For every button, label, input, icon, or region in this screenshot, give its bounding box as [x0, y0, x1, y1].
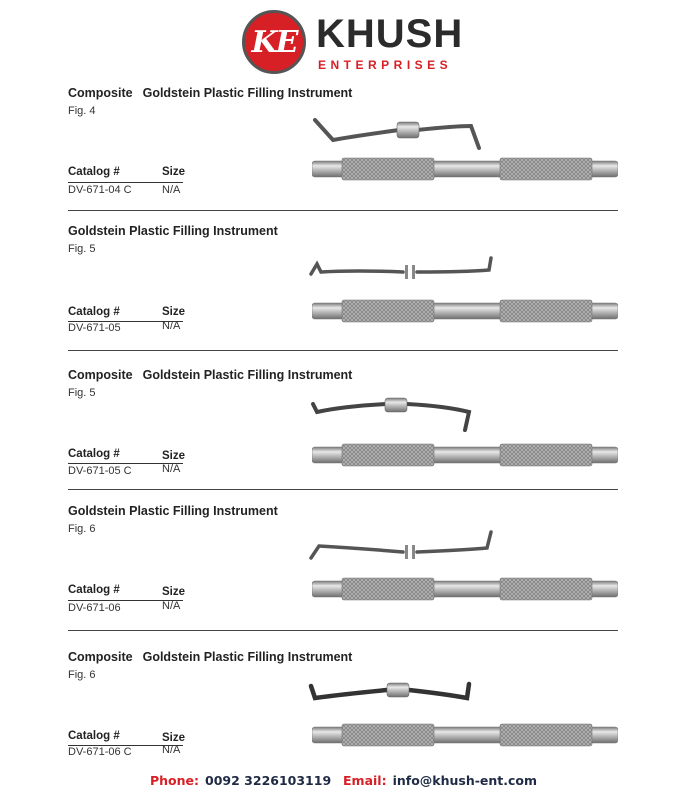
- brand-tagline: ENTERPRISES: [318, 58, 453, 72]
- size-label: Size: [162, 732, 186, 744]
- size-value: N/A: [162, 600, 181, 612]
- instrument-tip-image: [305, 252, 500, 296]
- email-link[interactable]: info@khush-ent.com: [392, 773, 538, 788]
- product-title: [68, 86, 352, 100]
- footer-email: [343, 773, 537, 788]
- logo-mark: KE: [242, 10, 306, 74]
- brand-name: KHUSH: [316, 12, 464, 56]
- catalog-number: DV-671-06 C: [68, 746, 132, 758]
- section-divider: [68, 489, 618, 490]
- catalog-label: Catalog #: [68, 166, 120, 178]
- phone-number: 0092 3226103119: [205, 773, 332, 788]
- instrument-handle-image: [312, 722, 618, 748]
- header: [0, 0, 689, 82]
- catalog-label: Catalog #: [68, 584, 120, 596]
- product-name: Goldstein Plastic Filling Instrument: [142, 86, 353, 100]
- product-section: [0, 650, 689, 762]
- size-value: N/A: [162, 184, 181, 196]
- figure-label: Fig. 5: [68, 243, 96, 255]
- section-divider: [68, 210, 618, 211]
- section-divider: [68, 350, 618, 351]
- size-label: Size: [162, 166, 186, 178]
- product-prefix: Composite: [68, 368, 133, 382]
- size-value: N/A: [162, 744, 181, 756]
- figure-label: Fig. 6: [68, 523, 96, 535]
- product-prefix: Composite: [68, 86, 133, 100]
- product-prefix: Composite: [68, 650, 133, 664]
- catalog-label: Catalog #: [68, 730, 120, 742]
- size-label: Size: [162, 306, 186, 318]
- product-title: [68, 368, 352, 382]
- product-section: [0, 504, 689, 632]
- phone-label: Phone:: [150, 773, 200, 788]
- instrument-tip-image: [305, 674, 500, 718]
- catalog-underline: [68, 182, 183, 183]
- size-label: Size: [162, 586, 186, 598]
- size-value: N/A: [162, 463, 181, 475]
- figure-label: Fig. 4: [68, 105, 96, 117]
- product-title: [68, 224, 278, 238]
- catalog-number: DV-671-04 C: [68, 184, 132, 196]
- figure-label: Fig. 5: [68, 387, 96, 399]
- product-name: Goldstein Plastic Filling Instrument: [142, 368, 353, 382]
- catalog-number: DV-671-05: [68, 322, 121, 334]
- product-section: [0, 368, 689, 492]
- product-name: Goldstein Plastic Filling Instrument: [142, 650, 353, 664]
- catalog-label: Catalog #: [68, 448, 120, 460]
- section-divider: [68, 630, 618, 631]
- catalog-number: DV-671-05 C: [68, 465, 132, 477]
- size-label: Size: [162, 450, 186, 462]
- instrument-tip-image: [305, 526, 500, 570]
- instrument-tip-image: [305, 390, 500, 434]
- email-label: Email:: [343, 773, 387, 788]
- instrument-handle-image: [312, 156, 618, 182]
- instrument-handle-image: [312, 442, 618, 468]
- product-name: Goldstein Plastic Filling Instrument: [68, 504, 278, 518]
- product-title: [68, 504, 278, 518]
- product-section: [0, 86, 689, 214]
- catalog-number: DV-671-06: [68, 602, 121, 614]
- instrument-tip-image: [305, 112, 500, 156]
- size-value: N/A: [162, 320, 181, 332]
- catalog-label: Catalog #: [68, 306, 120, 318]
- product-section: [0, 224, 689, 352]
- instrument-handle-image: [312, 576, 618, 602]
- footer-phone: [150, 773, 331, 788]
- product-title: [68, 650, 352, 664]
- instrument-handle-image: [312, 298, 618, 324]
- figure-label: Fig. 6: [68, 669, 96, 681]
- product-name: Goldstein Plastic Filling Instrument: [68, 224, 278, 238]
